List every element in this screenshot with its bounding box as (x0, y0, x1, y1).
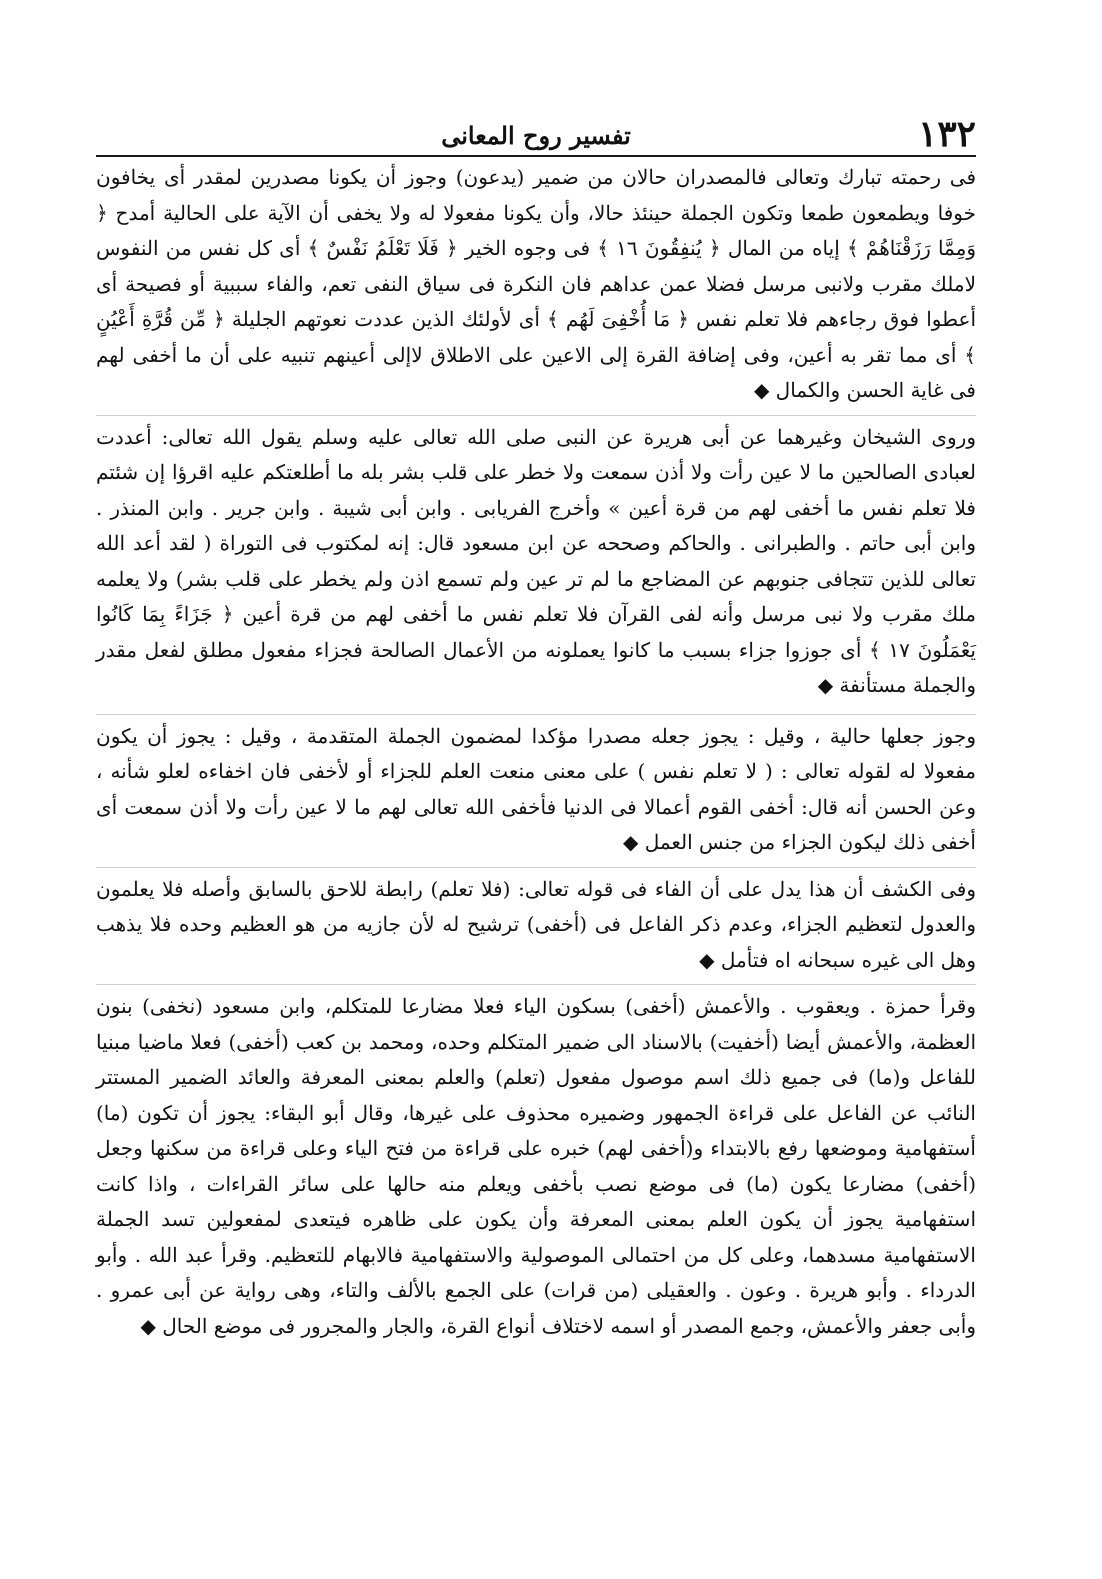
paragraph-divider (96, 714, 976, 715)
paragraph-divider (96, 984, 976, 985)
page-header (96, 112, 976, 160)
paragraph: وفى الكشف أن هذا يدل على أن الفاء فى قوله تعالى: (فلا تعلم) رابطة للاحق بالسابق وأصله فلا يعلمون والعدول لتعظيم الجزاء، وعدم ذكر الفاعل فى (أخفى) ترشيح له لأن جازيه من هو العظيم وحده فلا يذهب وهل الى غيره سبحانه اه فتأمل ◆ (96, 876, 976, 972)
paragraph-divider (96, 867, 976, 868)
paragraph: وجوز جعلها حالية ، وقيل : يجوز جعله مصدرا مؤكدا لمضمون الجملة المتقدمة ، وقيل : يجوز أن يكون مفعولا له لقوله تعالى : ( لا تعلم نفس ) على معنى منعت العلم للجزاء أو لأخفى فان اخفاءه لعلو شأنه ، وعن الحسن أنه قال: أخفى القوم أعمالا فى الدنيا فأخفى الله تعالى لهم ما لا عين رأت ولا أذن سمعت أى أخفى ذلك ليكون الجزاء من جنس العمل ◆ (96, 723, 976, 854)
body-text (96, 160, 976, 1350)
paragraph: وقرأ حمزة . ويعقوب . والأعمش (أخفى) بسكون الياء فعلا مضارعا للمتكلم، وابن مسعود (نخفى) بنون العظمة، والأعمش أيضا (أخفيت) بالاسناد الى ضمير المتكلم وحده، ومحمد بن كعب (أخفى) فعلا ماضيا مبنيا للفاعل و(ما) فى جميع ذلك اسم موصول مفعول (تعلم) والعلم بمعنى المعرفة والعائد الضمير المستتر النائب عن الفاعل على قراءة الجمهور وضميره محذوف على غيرها، وقال أبو البقاء: يجوز أن تكون (ما) أستفهامية وموضعها رفع بالابتداء و(أخفى لهم) خبره على قراءة من فتح الياء وعلى قراءة من سكنها وجعل (أخفى) مضارعا يكون (ما) فى موضع نصب بأخفى ويعلم منه حالها على سائر القراءات ، واذا كانت استفهامية يجوز أن يكون العلم بمعنى المعرفة وأن يكون على ظاهره فيتعدى لمفعولين تسد الجملة الاستفهامية مسدهما، وعلى كل من احتمالى الموصولية والاستفهامية فالابهام للتعظيم. وقرأ عبد الله . وأبو الدرداء . وأبو هريرة . وعون . والعقيلى (من قرات) على الجمع بالألف والتاء، وهى رواية عن أبى عمرو . وأبى جعفر والأعمش، وجمع المصدر أو اسمه لاختلاف أنواع القرة، والجار والمجرور فى موضع الحال ◆ (96, 994, 976, 1338)
running-title: تفسير روح المعانى (441, 121, 631, 150)
page-number: ١٣٢ (917, 113, 976, 155)
header-divider (96, 155, 976, 157)
paragraph: فى رحمته تبارك وتعالى فالمصدران حالان من ضمير (يدعون) وجوز أن يكونا مصدرين لمقدر أى يخافون خوفا ويطمعون طمعا وتكون الجملة حينئذ حالا، وأن يكونا مفعولا له ولا يخفى أن الآية على الحالية أمدح ﴿ وَمِمَّا رَزَقْنَاهُمْ ﴾ إياه من المال ﴿ يُنفِقُونَ ١٦ ﴾ فى وجوه الخير ﴿ فَلَا تَعْلَمُ نَفْسٌ ﴾ أى كل نفس من النفوس لاملك مقرب ولانبى مرسل فضلا عمن عداهم فان النكرة فى سياق النفى تعم، والفاء سببية أو فصيحة أى أعطوا فوق رجاءهم فلا تعلم نفس ﴿ مَا أُخْفِىَ لَهُم ﴾ أى لأولئك الذين عددت نعوتهم الجليلة ﴿ مِّن قُرَّةِ أَعْيُنٍ ﴾ أى مما تقر به أعين، وفى إضافة القرة إلى الاعين على الاطلاق لاإلى أعينهم تنبيه على أن ما أخفى لهم فى غاية الحسن والكمال ◆ (96, 165, 976, 402)
paragraph-divider (96, 415, 976, 416)
paragraph: وروى الشيخان وغيرهما عن أبى هريرة عن النبى صلى الله تعالى عليه وسلم يقول الله تعالى: أعددت لعبادى الصالحين ما لا عين رأت ولا أذن سمعت ولا خطر على قلب بشر بله ما أطلعتكم عليه اقرؤا إن شئتم فلا تعلم نفس ما أخفى لهم من قرة أعين » وأخرج الفريابى . وابن أبى شيبة . وابن جرير . وابن المنذر . وابن أبى حاتم . والطبرانى . والحاكم وصححه عن ابن مسعود قال: إنه لمكتوب فى التوراة ( لقد أعد الله تعالى للذين تتجافى جنوبهم عن المضاجع ما لم تر عين ولم تسمع اذن ولم يخطر على قلب بشر) ولا يعلمه ملك مقرب ولا نبى مرسل وأنه لفى القرآن فلا تعلم نفس ما أخفى لهم من قرة أعين ﴿ جَزَاءً بِمَا كَانُوا يَعْمَلُونَ ١٧ ﴾ أى جوزوا جزاء بسبب ما كانوا يعملونه من الأعمال الصالحة فجزاء مفعول مطلق لفعل مقدر والجملة مستأنفة ◆ (96, 424, 976, 697)
